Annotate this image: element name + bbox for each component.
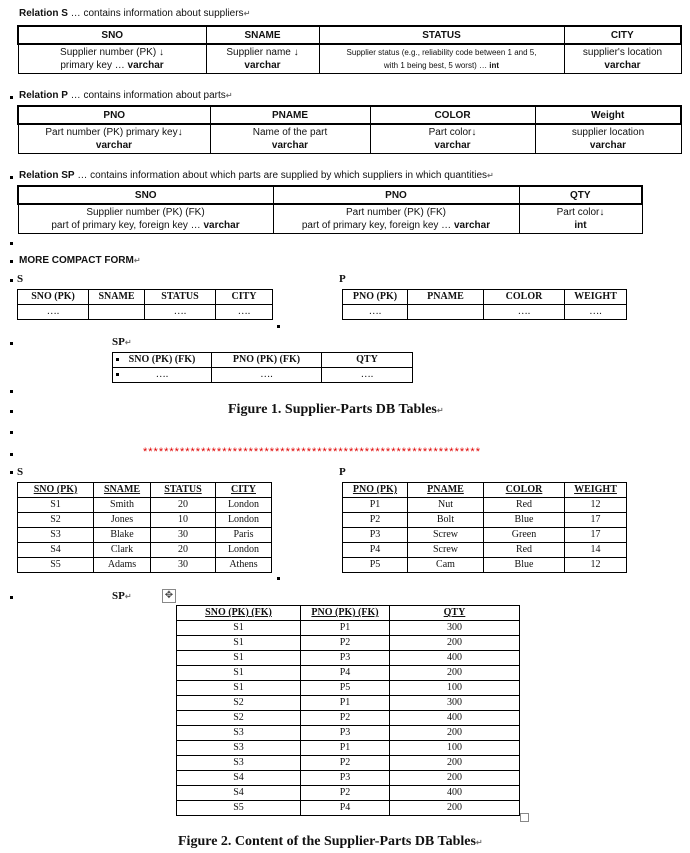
table-cell: 100 <box>390 741 520 756</box>
table-row <box>177 666 520 681</box>
table-header-row <box>343 483 627 498</box>
compact-s-label: S <box>17 273 24 285</box>
header-cell: SNO <box>18 26 206 44</box>
table-cell: 400 <box>390 786 520 801</box>
table-cell: S1 <box>177 666 301 681</box>
header-cell: QTY <box>519 186 642 204</box>
table-header-row <box>177 606 520 621</box>
header-cell: SNAME <box>94 483 151 498</box>
table-cell: 17 <box>565 513 627 528</box>
table-cell: 100 <box>390 681 520 696</box>
bullet <box>10 431 13 434</box>
table-header-row <box>18 290 273 305</box>
header-cell: WEIGHT <box>565 483 627 498</box>
header-cell: SNO (PK) (FK) <box>177 606 301 621</box>
table-cell: S1 <box>177 621 301 636</box>
header-cell: PNAME <box>210 106 370 124</box>
figure1-caption: Figure 1. Supplier-Parts DB Tables↵ <box>228 402 444 417</box>
bullet <box>10 471 13 474</box>
table-cell: 17 <box>565 528 627 543</box>
relation-p-table <box>17 105 682 154</box>
table-cell: P5 <box>301 681 390 696</box>
header-cell: PNAME <box>408 483 484 498</box>
table-row <box>18 44 681 74</box>
table-row <box>343 558 627 573</box>
table-cell: 200 <box>390 801 520 816</box>
compact-s-table <box>17 289 273 320</box>
content-s-table <box>17 482 272 573</box>
table-cell: 400 <box>390 711 520 726</box>
table-cell: S1 <box>177 651 301 666</box>
header-cell: COLOR <box>484 483 565 498</box>
header-cell: PNO (PK) <box>343 290 408 305</box>
table-cell: P2 <box>301 636 390 651</box>
table-row <box>177 621 520 636</box>
table-row <box>18 513 272 528</box>
table-cell: S4 <box>18 543 94 558</box>
bullet <box>116 373 119 376</box>
table-cell: 200 <box>390 666 520 681</box>
table-cell: P1 <box>343 498 408 513</box>
header-cell: SNAME <box>89 290 145 305</box>
table-cell: Cam <box>408 558 484 573</box>
table-cell: 12 <box>565 498 627 513</box>
bullet <box>10 96 13 99</box>
table-cell: P3 <box>343 528 408 543</box>
table-row <box>177 741 520 756</box>
relation-p-heading: Relation P … contains information about parts↵ <box>19 90 233 101</box>
table-cell: Blue <box>484 558 565 573</box>
table-row <box>177 636 520 651</box>
header-cell: QTY <box>322 353 413 368</box>
table-cell: supplier location varchar <box>535 124 681 154</box>
table-row <box>343 528 627 543</box>
header-cell: PNO (PK) <box>343 483 408 498</box>
table-header-row <box>18 483 272 498</box>
table-row <box>343 498 627 513</box>
table-cell: 30 <box>151 528 216 543</box>
header-cell: SNO (PK) <box>18 483 94 498</box>
table-row <box>177 681 520 696</box>
bullet <box>277 577 280 580</box>
table-header-row <box>18 106 681 124</box>
header-cell: COLOR <box>370 106 535 124</box>
table-cell: 200 <box>390 756 520 771</box>
content-sp-body <box>177 621 520 816</box>
table-cell: 200 <box>390 771 520 786</box>
header-cell: CITY <box>216 290 273 305</box>
table-cell: S2 <box>18 513 94 528</box>
header-cell: SNO <box>18 186 273 204</box>
header-cell: SNO (PK) <box>18 290 89 305</box>
table-cell: 10 <box>151 513 216 528</box>
table-row <box>177 696 520 711</box>
table-cell: P4 <box>343 543 408 558</box>
bullet <box>116 358 119 361</box>
table-cell: Part number (PK) (FK) part of primary key, foreign key … varchar <box>273 204 519 234</box>
header-cell: STATUS <box>319 26 564 44</box>
content-sp-label: SP↵ <box>112 590 132 602</box>
relation-s-heading: Relation S … contains information about suppliers↵ <box>19 8 251 19</box>
table-cell: Supplier name ↓ varchar <box>206 44 319 74</box>
table-row <box>18 543 272 558</box>
content-p-table <box>342 482 627 573</box>
table-cell: S1 <box>177 681 301 696</box>
table-row <box>18 305 273 320</box>
table-cell: Green <box>484 528 565 543</box>
table-cell: 300 <box>390 621 520 636</box>
table-cell: S3 <box>18 528 94 543</box>
header-cell: SNAME <box>206 26 319 44</box>
table-cell: P4 <box>301 666 390 681</box>
table-cell: P3 <box>301 726 390 741</box>
table-row <box>18 498 272 513</box>
table-row <box>177 771 520 786</box>
table-cell: S2 <box>177 696 301 711</box>
bullet <box>10 596 13 599</box>
table-cell: P2 <box>301 756 390 771</box>
header-cell: PNO (PK) (FK) <box>212 353 322 368</box>
header-cell: CITY <box>216 483 272 498</box>
table-cell: …. <box>145 305 216 320</box>
relation-sp-table <box>17 185 643 234</box>
content-s-label: S <box>17 466 24 478</box>
table-cell: …. <box>343 305 408 320</box>
table-cell: Clark <box>94 543 151 558</box>
table-row <box>343 543 627 558</box>
table-cell: 20 <box>151 498 216 513</box>
table-cell: Red <box>484 498 565 513</box>
table-cell: …. <box>565 305 627 320</box>
table-header-row <box>343 290 627 305</box>
table-cell: Part color↓ int <box>519 204 642 234</box>
table-header-row <box>18 26 681 44</box>
table-cell: …. <box>18 305 89 320</box>
table-cell: S1 <box>18 498 94 513</box>
bullet <box>277 325 280 328</box>
bullet <box>10 410 13 413</box>
header-cell: WEIGHT <box>565 290 627 305</box>
table-cell: Name of the part varchar <box>210 124 370 154</box>
table-cell: P1 <box>301 741 390 756</box>
resize-handle-icon[interactable] <box>520 813 529 822</box>
table-cell: 300 <box>390 696 520 711</box>
table-row <box>18 558 272 573</box>
table-row <box>177 711 520 726</box>
table-cell: 200 <box>390 726 520 741</box>
table-cell: …. <box>212 368 322 383</box>
table-cell: Part color↓ varchar <box>370 124 535 154</box>
header-cell: CITY <box>564 26 681 44</box>
header-cell: STATUS <box>151 483 216 498</box>
table-cell: Blue <box>484 513 565 528</box>
content-p-label: P <box>339 466 346 478</box>
table-cell: London <box>216 498 272 513</box>
table-cell: …. <box>322 368 413 383</box>
table-cell: 30 <box>151 558 216 573</box>
table-cell: 200 <box>390 636 520 651</box>
table-cell: S5 <box>177 801 301 816</box>
table-cell: Smith <box>94 498 151 513</box>
table-cell: …. <box>484 305 565 320</box>
compact-heading: MORE COMPACT FORM↵ <box>19 255 141 266</box>
table-cell: Athens <box>216 558 272 573</box>
table-cell: P3 <box>301 651 390 666</box>
bullet <box>10 176 13 179</box>
table-cell: P4 <box>301 801 390 816</box>
header-cell: QTY <box>390 606 520 621</box>
table-cell <box>408 305 484 320</box>
table-cell: 12 <box>565 558 627 573</box>
table-cell: 20 <box>151 543 216 558</box>
table-cell: P2 <box>343 513 408 528</box>
compact-sp-table <box>112 352 413 383</box>
table-cell: P2 <box>301 786 390 801</box>
table-cell: 14 <box>565 543 627 558</box>
table-cell: P5 <box>343 558 408 573</box>
table-cell <box>89 305 145 320</box>
table-cell: S3 <box>177 756 301 771</box>
table-cell: Paris <box>216 528 272 543</box>
table-cell: S5 <box>18 558 94 573</box>
table-row <box>177 726 520 741</box>
compact-p-table <box>342 289 627 320</box>
table-row <box>343 305 627 320</box>
table-cell: S2 <box>177 711 301 726</box>
bullet <box>10 342 13 345</box>
bullet <box>10 453 13 456</box>
table-cell: Part number (PK) primary key↓ varchar <box>18 124 210 154</box>
table-cell: Bolt <box>408 513 484 528</box>
bullet <box>10 279 13 282</box>
table-cell: …. <box>113 368 212 383</box>
header-cell: COLOR <box>484 290 565 305</box>
table-cell: London <box>216 543 272 558</box>
table-cell: S3 <box>177 741 301 756</box>
compact-p-label: P <box>339 273 346 285</box>
table-row <box>18 204 642 234</box>
table-cell: S4 <box>177 786 301 801</box>
table-cell: Adams <box>94 558 151 573</box>
header-cell: PNO <box>273 186 519 204</box>
table-cell: P1 <box>301 696 390 711</box>
figure2-caption: Figure 2. Content of the Supplier-Parts DB Tables↵ <box>178 834 483 849</box>
header-cell: PNO <box>18 106 210 124</box>
table-cell: Supplier status (e.g., reliability code between 1 and 5, with 1 being best, 5 worst) … int <box>319 44 564 74</box>
bullet <box>10 242 13 245</box>
move-handle-icon[interactable]: ✥ <box>162 589 176 603</box>
table-cell: Screw <box>408 543 484 558</box>
header-cell: PNO (PK) (FK) <box>301 606 390 621</box>
table-row <box>343 513 627 528</box>
table-row <box>177 786 520 801</box>
table-cell: P1 <box>301 621 390 636</box>
table-cell: S1 <box>177 636 301 651</box>
table-cell: Screw <box>408 528 484 543</box>
table-cell: Supplier number (PK) (FK) part of primary key, foreign key … varchar <box>18 204 273 234</box>
relation-s-table <box>17 25 682 74</box>
table-row <box>18 124 681 154</box>
table-header-row <box>113 353 413 368</box>
table-cell: Supplier number (PK) ↓ primary key … varchar <box>18 44 206 74</box>
bullet <box>10 260 13 263</box>
stars-divider: **************************************************************** <box>143 446 481 458</box>
table-row <box>177 756 520 771</box>
table-cell: Nut <box>408 498 484 513</box>
content-sp-table <box>176 605 520 816</box>
bullet <box>10 390 13 393</box>
table-cell: S4 <box>177 771 301 786</box>
table-cell: …. <box>216 305 273 320</box>
header-cell: Weight <box>535 106 681 124</box>
table-row <box>177 801 520 816</box>
table-cell: 400 <box>390 651 520 666</box>
table-row <box>113 368 413 383</box>
table-cell: Jones <box>94 513 151 528</box>
table-cell: supplier's location varchar <box>564 44 681 74</box>
table-cell: P2 <box>301 711 390 726</box>
table-row <box>18 528 272 543</box>
compact-sp-label: SP↵ <box>112 336 132 348</box>
table-cell: Blake <box>94 528 151 543</box>
table-header-row <box>18 186 642 204</box>
table-cell: Red <box>484 543 565 558</box>
header-cell: STATUS <box>145 290 216 305</box>
relation-sp-heading: Relation SP … contains information about which parts are supplied by which suppliers in which quantities↵ <box>19 170 494 181</box>
table-row <box>177 651 520 666</box>
table-cell: London <box>216 513 272 528</box>
table-cell: P3 <box>301 771 390 786</box>
header-cell: SNO (PK) (FK) <box>113 353 212 368</box>
table-cell: S3 <box>177 726 301 741</box>
header-cell: PNAME <box>408 290 484 305</box>
